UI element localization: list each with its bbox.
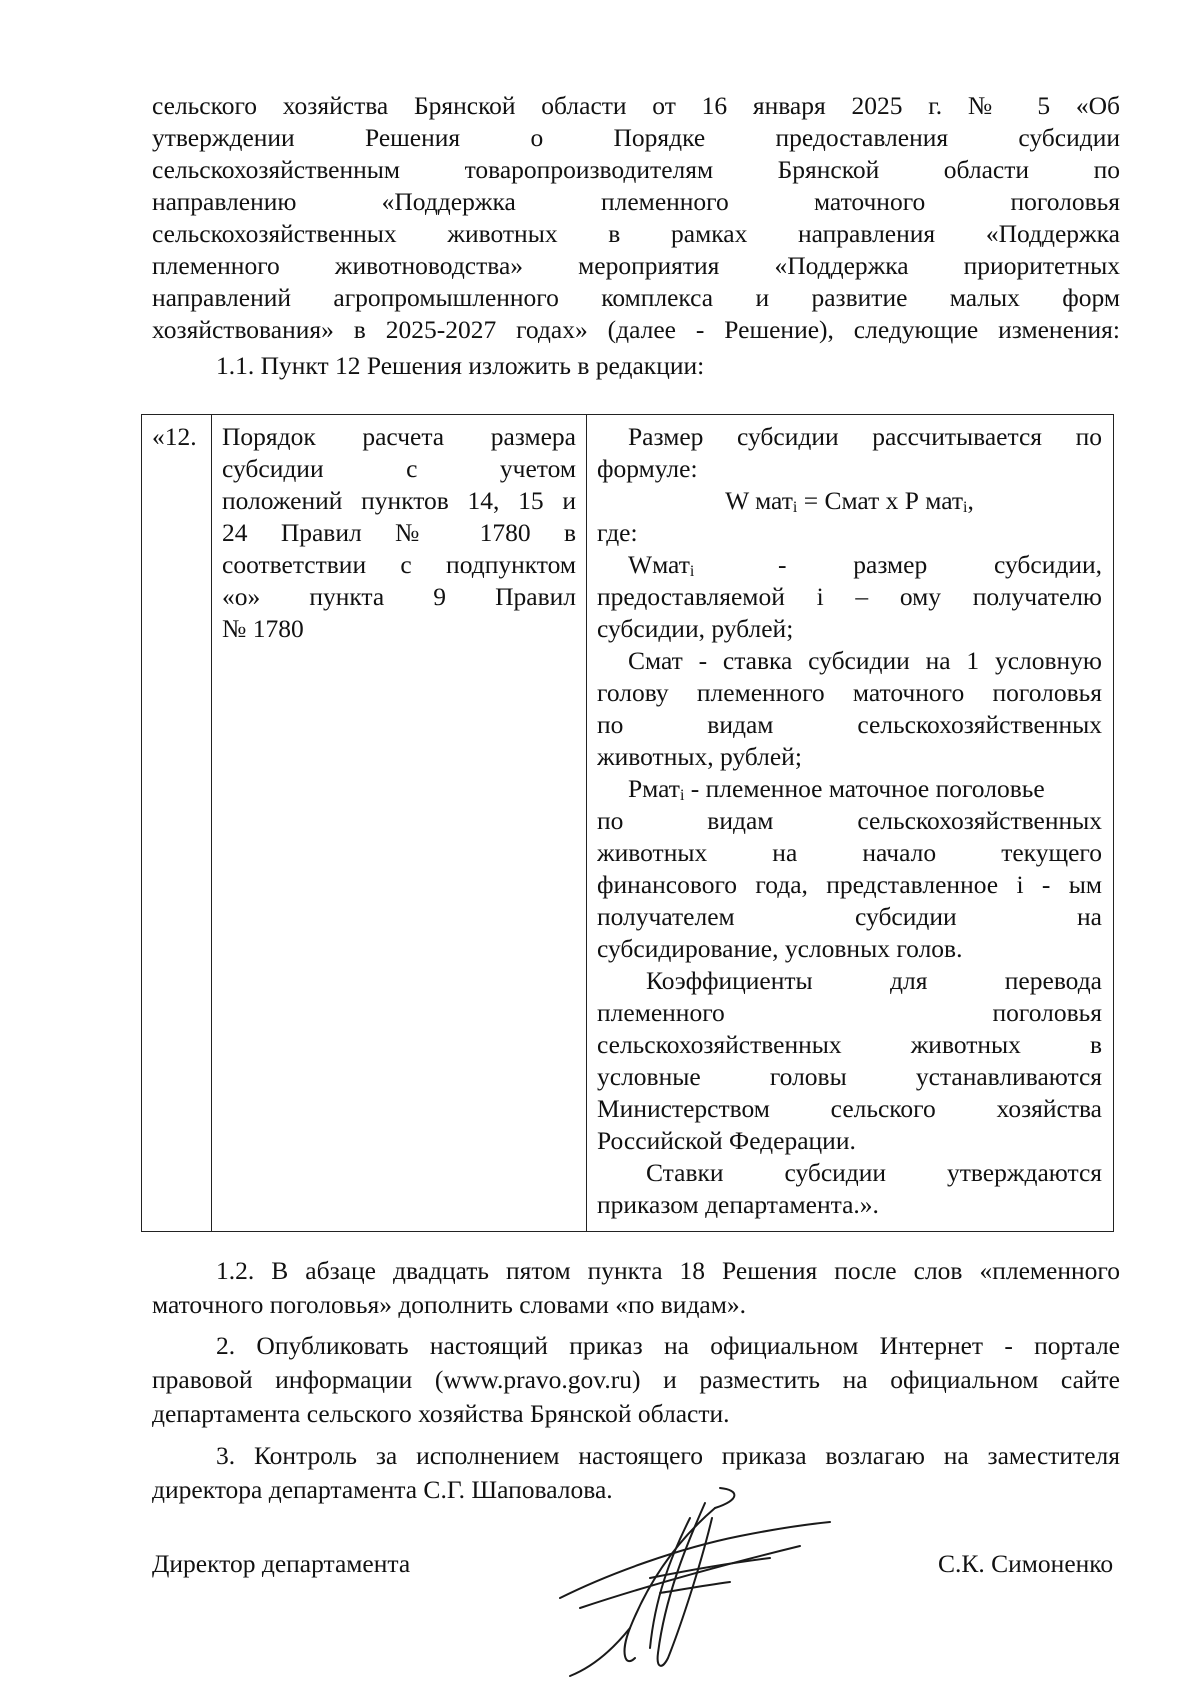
wmat-definition: - размер субсидии, <box>778 550 1102 579</box>
cell-line: Порядок расчета размера <box>222 422 576 451</box>
cell-line: № 1780 <box>222 614 304 643</box>
item-2-line: 2. Опубликовать настоящий приказ на официальном Интернет - портале <box>216 1331 1120 1360</box>
cell-line: Смат - ставка субсидии на 1 условную <box>628 646 1102 675</box>
preamble-line: сельского хозяйства Брянской области от 16 января 2025 г. № 5 «Об <box>152 91 1120 120</box>
cell-line: субсидии, рублей; <box>597 614 794 643</box>
cell-line: Размер субсидии рассчитывается по <box>628 422 1102 451</box>
subscript-i: i <box>963 499 968 516</box>
preamble-line: направлений агропромышленного комплекса и развитие малых форм <box>152 283 1120 312</box>
cell-line: по видам сельскохозяйственных <box>597 806 1102 835</box>
item-2-line: департамента сельского хозяйства Брянской области. <box>152 1399 730 1428</box>
preamble-last-line: хозяйствования» в 2025-2027 годах» (далее - Решение), следующие изменения: <box>152 315 1120 344</box>
preamble-line: направлению «Поддержка племенного маточного поголовья <box>152 187 1120 216</box>
item-3-line: директора департамента С.Г. Шаповалова. <box>152 1475 613 1504</box>
cell-line: Российской Федерации. <box>597 1126 856 1155</box>
signatory-position: Директор департамента <box>152 1549 411 1578</box>
pmat-definition: - племенное маточное поголовье <box>684 774 1045 803</box>
cell-line: формуле: <box>597 454 698 483</box>
cell-line: 24 Правил № 1780 в <box>222 518 576 547</box>
subscript-i: i <box>792 499 798 516</box>
item-1-1: 1.1. Пункт 12 Решения изложить в редакции: <box>216 351 705 380</box>
cell-line: субсидии с учетом <box>222 454 576 483</box>
formula <box>597 485 1102 517</box>
definition-wmat <box>628 549 1102 581</box>
cell-line: Ставки субсидии утверждаются <box>646 1158 1102 1187</box>
formula-end: , <box>967 486 974 515</box>
cell-line: финансового года, представленное i - ым <box>597 870 1102 899</box>
handwritten-signature <box>540 1478 840 1678</box>
signatory-name: С.К. Симоненко <box>938 1549 1114 1578</box>
pmat-term: Рмат <box>628 774 680 803</box>
cell-line: животных на начало текущего <box>597 838 1102 867</box>
cell-line: животных, рублей; <box>597 742 802 771</box>
definition-pmat <box>628 773 1102 805</box>
cell-line: соответствии с подпунктом <box>222 550 576 579</box>
preamble-line: сельскохозяйственным товаропроизводителям Брянской области по <box>152 155 1120 184</box>
cell-line: условные головы устанавливаются <box>597 1062 1102 1091</box>
subscript-i: i <box>689 563 695 580</box>
formula-left: W мат <box>725 486 793 515</box>
preamble-line: утверждении Решения о Порядке предоставления субсидии <box>152 123 1120 152</box>
cell-line: Коэффициенты для перевода <box>646 966 1102 995</box>
cell-line: приказом департамента.». <box>597 1190 879 1219</box>
cell-line: сельскохозяйственных животных в <box>597 1030 1102 1059</box>
cell-line: положений пунктов 14, 15 и <box>222 486 576 515</box>
cell-line: голову племенного маточного поголовья <box>597 678 1102 707</box>
table-divider <box>211 415 212 1231</box>
table-item-number: «12. <box>152 422 197 451</box>
cell-line: Министерством сельского хозяйства <box>597 1094 1102 1123</box>
preamble-line: племенного животноводства» мероприятия «Поддержка приоритетных <box>152 251 1120 280</box>
amendment-table <box>141 414 1114 1232</box>
cell-line: «о» пункта 9 Правил <box>222 582 576 611</box>
table-divider <box>586 415 587 1231</box>
cell-line: предоставляемой i – ому получателю <box>597 582 1102 611</box>
cell-line: племенного поголовья <box>597 998 1102 1027</box>
cell-line: где: <box>597 518 638 547</box>
cell-line: субсидирование, условных голов. <box>597 934 963 963</box>
wmat-term: Wмат <box>628 550 690 579</box>
item-3-line: 3. Контроль за исполнением настоящего приказа возлагаю на заместителя <box>216 1441 1120 1470</box>
item-2-line: правовой информации (www.pravo.gov.ru) и разместить на официальном сайте <box>152 1365 1120 1394</box>
preamble-line: сельскохозяйственных животных в рамках направления «Поддержка <box>152 219 1120 248</box>
item-1-2-line: 1.2. В абзаце двадцать пятом пункта 18 Решения после слов «племенного <box>216 1256 1120 1285</box>
formula-mid: = Смат х Р мат <box>797 486 964 515</box>
cell-line: получателем субсидии на <box>597 902 1102 931</box>
item-1-2-line: маточного поголовья» дополнить словами «по видам». <box>152 1290 747 1319</box>
subscript-i: i <box>679 787 685 804</box>
cell-line: по видам сельскохозяйственных <box>597 710 1102 739</box>
